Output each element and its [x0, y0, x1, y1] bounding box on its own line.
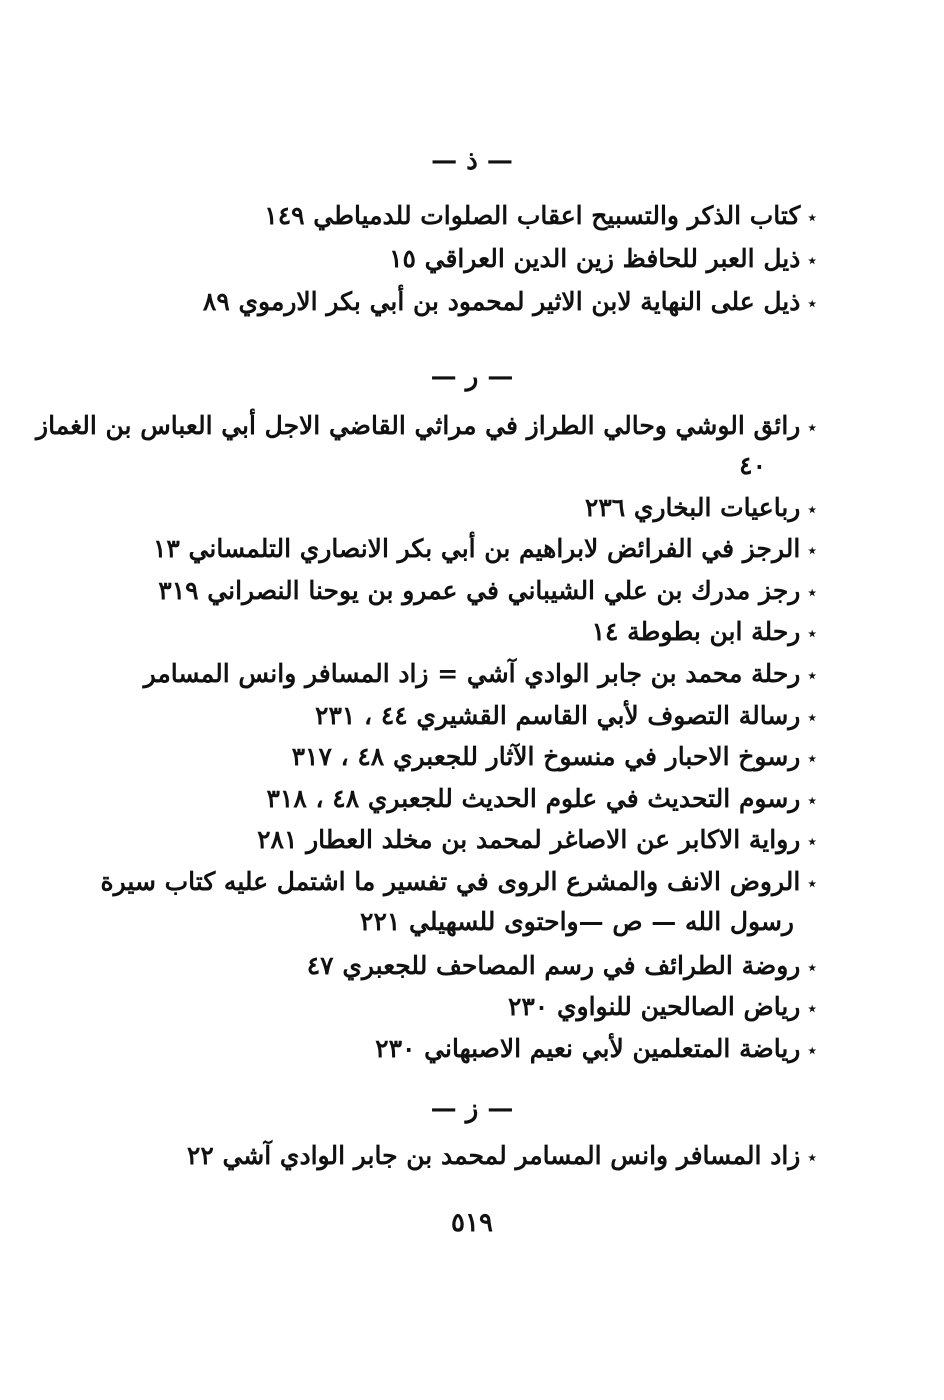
index-entry: [585, 492, 816, 526]
entry-text: رسالة التصوف لأبي القاسم القشيري ٤٤ ، ٢٣١: [315, 701, 801, 730]
index-entry: [264, 200, 816, 234]
entry-text: رياضة المتعلمين لأبي نعيم الاصبهاني ٢٣٠: [375, 1034, 801, 1063]
section-heading-ra: — ر —: [430, 362, 514, 392]
index-entry: [508, 991, 816, 1025]
bullet-icon: ٭: [808, 501, 816, 518]
index-entry: [36, 410, 816, 444]
bullet-icon: ٭: [808, 542, 816, 559]
index-entry: [257, 824, 816, 858]
bullet-icon: ٭: [808, 750, 816, 767]
index-entry: [144, 658, 816, 692]
bullet-icon: ٭: [808, 792, 816, 809]
entry-text: كتاب الذكر والتسبيح اعقاب الصلوات للدمياطي ١٤٩: [264, 201, 801, 230]
entry-text: زاد المسافر وانس المسامر لمحمد بن جابر الوادي آشي ٢٢: [186, 1141, 801, 1170]
bullet-icon: ٭: [808, 1149, 816, 1166]
entry-text: الرجز في الفرائض لابراهيم بن أبي بكر الانصاري التلمساني ١٣: [152, 534, 801, 563]
entry-text: رائق الوشي وحالي الطراز في مراثي القاضي الاجل أبي العباس بن الغماز: [36, 411, 801, 440]
bullet-icon: ٭: [808, 209, 816, 226]
index-entry: [203, 286, 816, 320]
bullet-icon: ٭: [808, 1000, 816, 1017]
entry-text: رباعيات البخاري ٢٣٦: [584, 493, 801, 522]
index-entry: [315, 700, 816, 734]
index-entry: [375, 1033, 816, 1067]
index-entry: [307, 950, 816, 984]
bullet-icon: ٭: [808, 875, 816, 892]
entry-text: روضة الطرائف في رسم المصاحف للجعبري ٤٧: [306, 951, 801, 980]
section-heading-zay: — ز —: [430, 1094, 514, 1124]
entry-text: رسوم التحديث في علوم الحديث للجعبري ٤٨ ، ٣١٨: [266, 784, 801, 813]
bullet-icon: ٭: [808, 419, 816, 436]
index-entry: [389, 243, 816, 277]
bullet-icon: ٭: [808, 667, 816, 684]
index-entry: [101, 866, 816, 900]
index-entry: [153, 533, 816, 567]
entry-continuation: ٤٠: [739, 451, 766, 480]
entry-text: رجز مدرك بن علي الشيباني في عمرو بن يوحنا النصراني ٣١٩: [158, 576, 801, 605]
entry-text: الروض الانف والمشرع الروى في تفسير ما اشتمل عليه كتاب سيرة: [100, 867, 801, 896]
bullet-icon: ٭: [808, 584, 816, 601]
entry-text: ذيل العبر للحافظ زين الدين العراقي ١٥: [389, 244, 801, 273]
index-entry: [267, 783, 817, 817]
bullet-icon: ٭: [808, 252, 816, 269]
bullet-icon: ٭: [808, 833, 816, 850]
index-entry: [158, 575, 816, 609]
bullet-icon: ٭: [808, 625, 816, 642]
entry-text: رواية الاكابر عن الاصاغر لمحمد بن مخلد العطار ٢٨١: [257, 825, 801, 854]
bullet-icon: ٭: [808, 295, 816, 312]
index-entry: [292, 741, 816, 775]
bullet-icon: ٭: [808, 1042, 816, 1059]
entry-text: رحلة محمد بن جابر الوادي آشي = زاد المسافر وانس المسامر: [143, 659, 801, 688]
page-number: ٥١٩: [451, 1208, 493, 1238]
entry-continuation: رسول الله — ص —واحتوى للسهيلي ٢٢١: [360, 907, 794, 936]
index-entry: [187, 1140, 816, 1174]
entry-text: رحلة ابن بطوطة ١٤: [591, 617, 801, 646]
bullet-icon: ٭: [808, 959, 816, 976]
entry-text: ذيل على النهاية لابن الاثير لمحمود بن أبي بكر الارموي ٨٩: [202, 287, 801, 316]
section-heading-dhal: — ذ —: [431, 146, 513, 176]
entry-text: رياض الصالحين للنواوي ٢٣٠: [507, 992, 801, 1021]
bullet-icon: ٭: [808, 709, 816, 726]
index-entry: [592, 616, 816, 650]
entry-text: رسوخ الاحبار في منسوخ الآثار للجعبري ٤٨ ، ٣١٧: [291, 742, 801, 771]
